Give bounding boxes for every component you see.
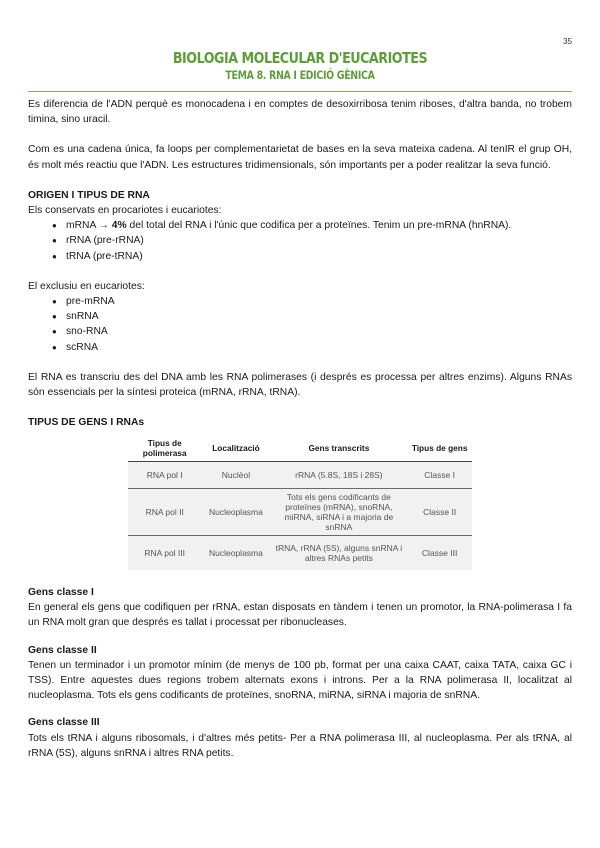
page-number: 35 xyxy=(563,37,572,46)
document-body xyxy=(28,97,572,761)
table-cell: Classe I xyxy=(407,462,472,489)
list-item: ● scRNA xyxy=(54,340,572,355)
section-heading-gens: TIPUS DE GENS I RNAs xyxy=(28,417,145,429)
table-cell: RNA pol III xyxy=(128,536,201,570)
intro-paragraph-2: Com es una cadena única, fa loops per complementarietat de bases en la seva mateixa cadena. Al tenIR el grup OH, és molt més reactiu que l'ADN. Les estructures tridimensionals, són importants per a poder realitzar la seva funció. xyxy=(28,144,572,171)
class-ii-heading: Gens classe II xyxy=(28,644,97,656)
table-cell: RNA pol II xyxy=(128,489,201,536)
list-item: ● mRNA → 4% del total del RNA i l'únic que codifica per a proteïnes. Tenim un pre-mRNA (hnRNA). xyxy=(54,218,572,233)
table-row xyxy=(128,462,472,489)
table-cell: Tots els gens codificants de proteïnes (mRNA), snoRNA, miRNA, siRNA i a majoria de snRNA xyxy=(270,489,407,536)
table-cell: Nucleoplasma xyxy=(201,536,270,570)
list-item: ● tRNA (pre-tRNA) xyxy=(54,249,572,264)
document-subtitle: TEMA 8. RNA I EDICIÓ GÈNICA xyxy=(225,68,375,82)
section-heading-origen: ORIGEN I TIPUS DE RNA xyxy=(28,189,150,201)
table-row xyxy=(128,489,472,536)
exclusive-list xyxy=(28,294,572,355)
class-iii-heading: Gens classe III xyxy=(28,717,100,729)
document-title: BIOLOGIA MOLECULAR D'EUCARIOTES xyxy=(172,49,428,67)
list-item: ● pre-mRNA xyxy=(54,294,572,309)
column-header: Gens transcrits xyxy=(270,435,407,462)
class-ii-paragraph: Tenen un terminador i un promotor mínim (de menys de 100 pb, format per una caixa CAAT, caixa TATA, caixa GC i TSS). Entre aquestes dues regions trobem alternats exons i introns. Per a la RNA polimerasa II, localitzat al nucleoplasma. Tots els gens codificants de proteïnes, snoRNA, miRNA, siRNA i majoria de snRNA. xyxy=(28,659,572,702)
column-header: Tipus de gens xyxy=(407,435,472,462)
column-header: Localització xyxy=(201,435,270,462)
list-item: ● rRNA (pre-rRNA) xyxy=(54,233,572,248)
table-cell: Nuclèol xyxy=(201,462,270,489)
intro-paragraph-1: Es diferencia de l'ADN perquè es monocadena i en comptes de desoxirribosa tenim riboses, d'altra banda, no trobem timina, sino uracil. xyxy=(28,99,572,126)
conserved-intro: Els conservats en procariotes i eucariotes: xyxy=(28,205,222,217)
exclusive-intro: El exclusiu en eucariotes: xyxy=(28,280,145,292)
table-cell: Nucleoplasma xyxy=(201,489,270,536)
rna-polymerase-table xyxy=(128,435,472,570)
class-i-heading: Gens classe I xyxy=(28,586,94,598)
header-divider xyxy=(28,91,572,92)
column-header: Tipus de polimerasa xyxy=(128,435,201,462)
table-cell: RNA pol I xyxy=(128,462,201,489)
list-item: ● snRNA xyxy=(54,309,572,324)
table-cell: tRNA, rRNA (5S), alguns snRNA i altres RNAs petits xyxy=(270,536,407,570)
table-cell: Classe III xyxy=(407,536,472,570)
table-row xyxy=(128,536,472,570)
conserved-list xyxy=(28,218,572,264)
table-cell: rRNA (5.8S, 18S i 28S) xyxy=(270,462,407,489)
table-cell: Classe II xyxy=(407,489,472,536)
list-item: ● sno-RNA xyxy=(54,324,572,339)
page-header xyxy=(0,48,600,82)
origen-closing-paragraph: El RNA es transcriu des del DNA amb les RNA polimerases (i després es processa per altres enzims). Alguns RNAs són essencials per la síntesi proteica (mRNA, rRNA, tRNA). xyxy=(28,371,572,399)
class-iii-paragraph: Tots els tRNA i alguns ribosomals, i d'altres més petits- Per a RNA polimerasa III, al nucleoplasma. Per als tRNA, al rRNA (5S), alguns snRNA i altres RNA petits. xyxy=(28,732,572,759)
class-i-paragraph: En general els gens que codifiquen per rRNA, estan disposats en tàndem i tenen un promotor, la RNA-polimerasa I fa un RNA molt gran que després es tallat i processat per ribonucleases. xyxy=(28,602,572,629)
table-header-row xyxy=(128,435,472,462)
